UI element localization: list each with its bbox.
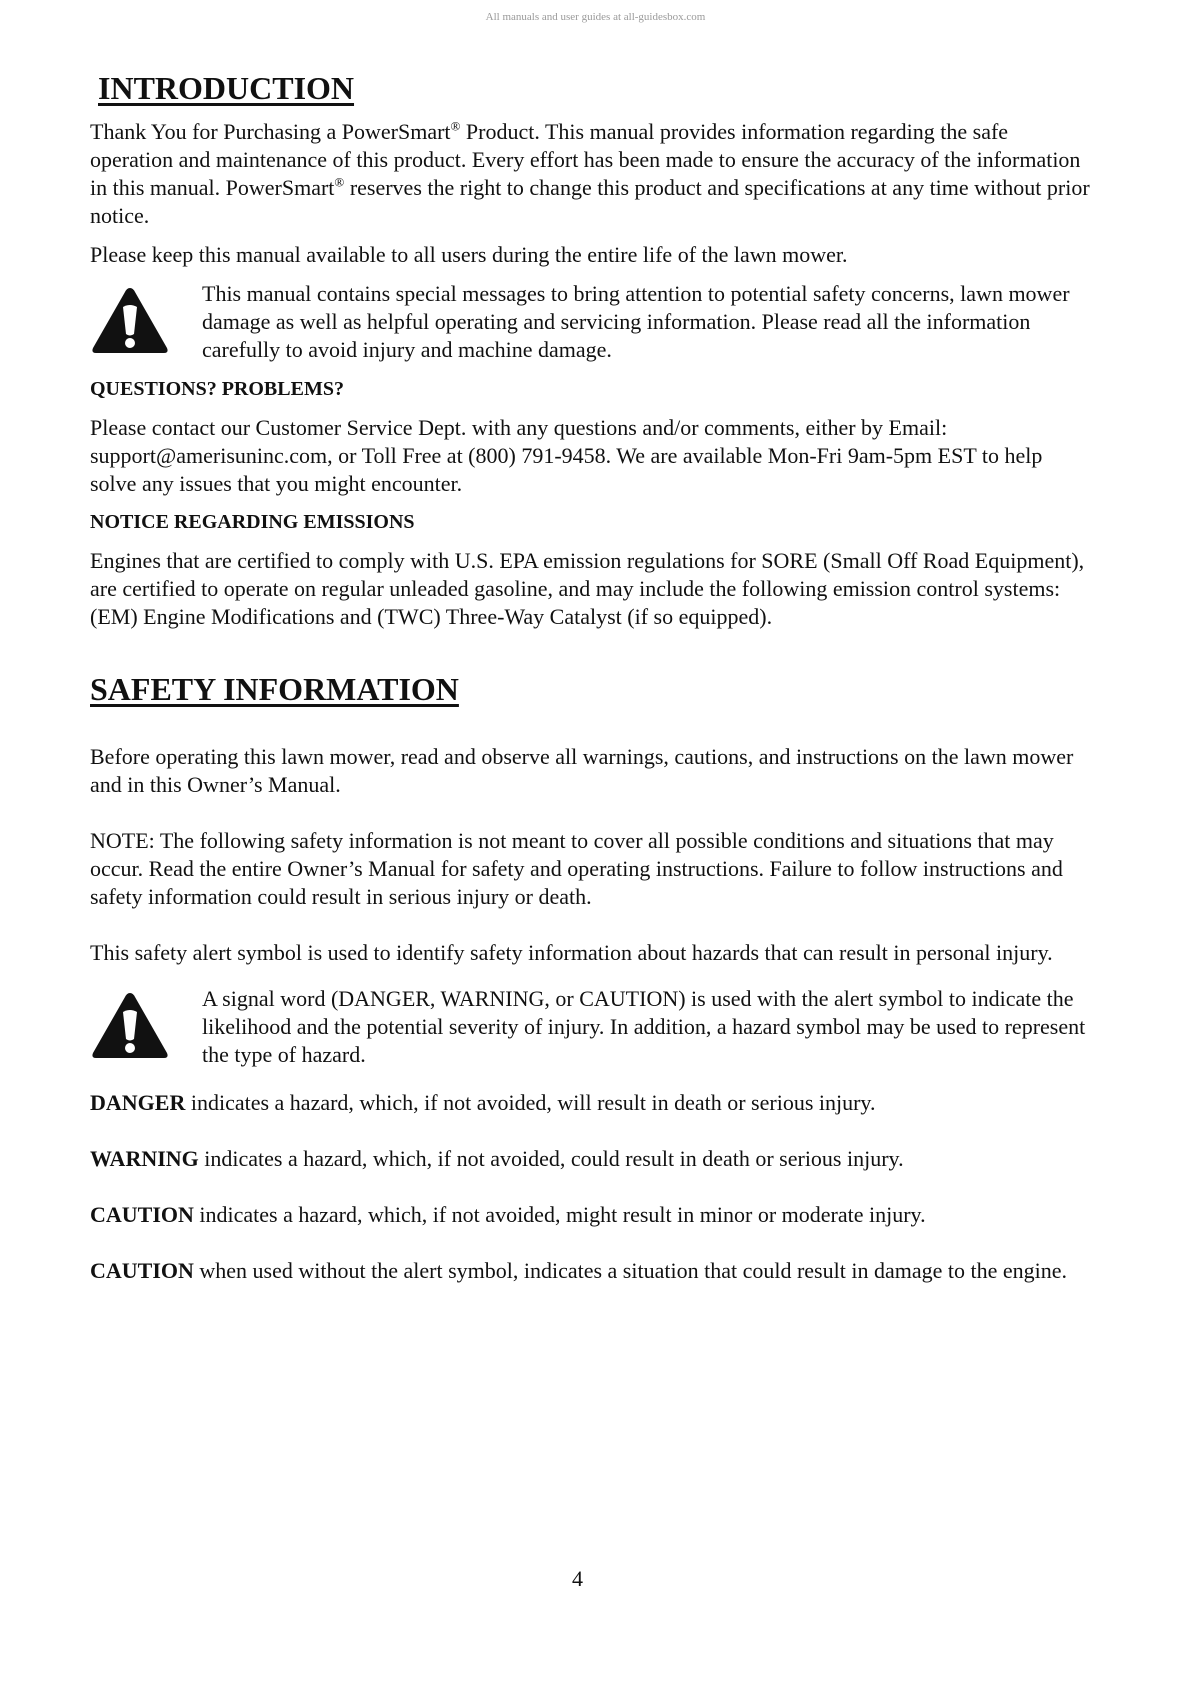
- questions-heading: QUESTIONS? PROBLEMS?: [90, 378, 344, 400]
- keep-manual-paragraph: Please keep this manual available to all users during the entire life of the lawn mower.: [90, 242, 848, 267]
- safety-message-block: [90, 280, 1090, 364]
- intro-paragraph: Thank You for Purchasing a PowerSmart® Product. This manual provides information regarding the safe operation and maintenance of this product. Every effort has been made to ensure the accuracy of the information in this manual. PowerSmart® reserves the right to change this product and specifications at any time without prior notice.: [90, 118, 1090, 228]
- definition-warning: WARNING indicates a hazard, which, if not avoided, could result in death or serious injury.: [90, 1146, 904, 1171]
- definition-danger: DANGER indicates a hazard, which, if not avoided, will result in death or serious injury.: [90, 1090, 876, 1115]
- definition-caution: CAUTION indicates a hazard, which, if not avoided, might result in minor or moderate injury.: [90, 1202, 926, 1227]
- safety-paragraph-1: Before operating this lawn mower, read and observe all warnings, cautions, and instructions on the lawn mower and in this Owner’s Manual.: [90, 744, 1074, 797]
- safety-note-paragraph: NOTE: The following safety information is not meant to cover all possible conditions and situations that may occur. Read the entire Owner’s Manual for safety and operating instructions. Failure to follow instructions and safety information could result in serious injury or death.: [90, 828, 1063, 909]
- page-number: 4: [572, 1566, 583, 1591]
- emissions-heading: NOTICE REGARDING EMISSIONS: [90, 511, 415, 533]
- watermark: All manuals and user guides at all-guidesbox.com: [485, 11, 706, 23]
- registered-mark: ®: [450, 118, 461, 134]
- introduction-heading: INTRODUCTION: [98, 70, 355, 106]
- questions-paragraph: Please contact our Customer Service Dept. with any questions and/or comments, either by Email: support@amerisuninc.com, or Toll Free at (800) 791-9458. We are available Mon-Fri 9am-5pm EST to help solve any issues that you might encounter.: [90, 415, 1043, 496]
- alert-symbol-paragraph: This safety alert symbol is used to identify safety information about hazards that can result in personal injury.: [90, 940, 1053, 965]
- warning-triangle-icon: [90, 285, 170, 357]
- definition-caution-engine: CAUTION when used without the alert symbol, indicates a situation that could result in damage to the engine.: [90, 1258, 1067, 1283]
- signal-word-text: A signal word (DANGER, WARNING, or CAUTION) is used with the alert symbol to indicate the likelihood and the potential severity of injury. In addition, a hazard symbol may be used to represent the type of hazard.: [202, 986, 1086, 1067]
- page-content: [90, 68, 1090, 1313]
- emissions-paragraph: Engines that are certified to comply with U.S. EPA emission regulations for SORE (Small Off Road Equipment), are certified to operate on regular unleaded gasoline, and may include the following emission control systems: (EM) Engine Modifications and (TWC) Three-Way Catalyst (if so equipped).: [90, 548, 1085, 629]
- safety-information-heading: SAFETY INFORMATION: [90, 671, 459, 707]
- signal-word-block: [90, 985, 1090, 1069]
- registered-mark: ®: [334, 174, 345, 190]
- safety-message-text: This manual contains special messages to bring attention to potential safety concerns, lawn mower damage as well as helpful operating and servicing information. Please read all the information carefully to avoid injury and machine damage.: [202, 281, 1070, 362]
- warning-triangle-icon: [90, 990, 170, 1062]
